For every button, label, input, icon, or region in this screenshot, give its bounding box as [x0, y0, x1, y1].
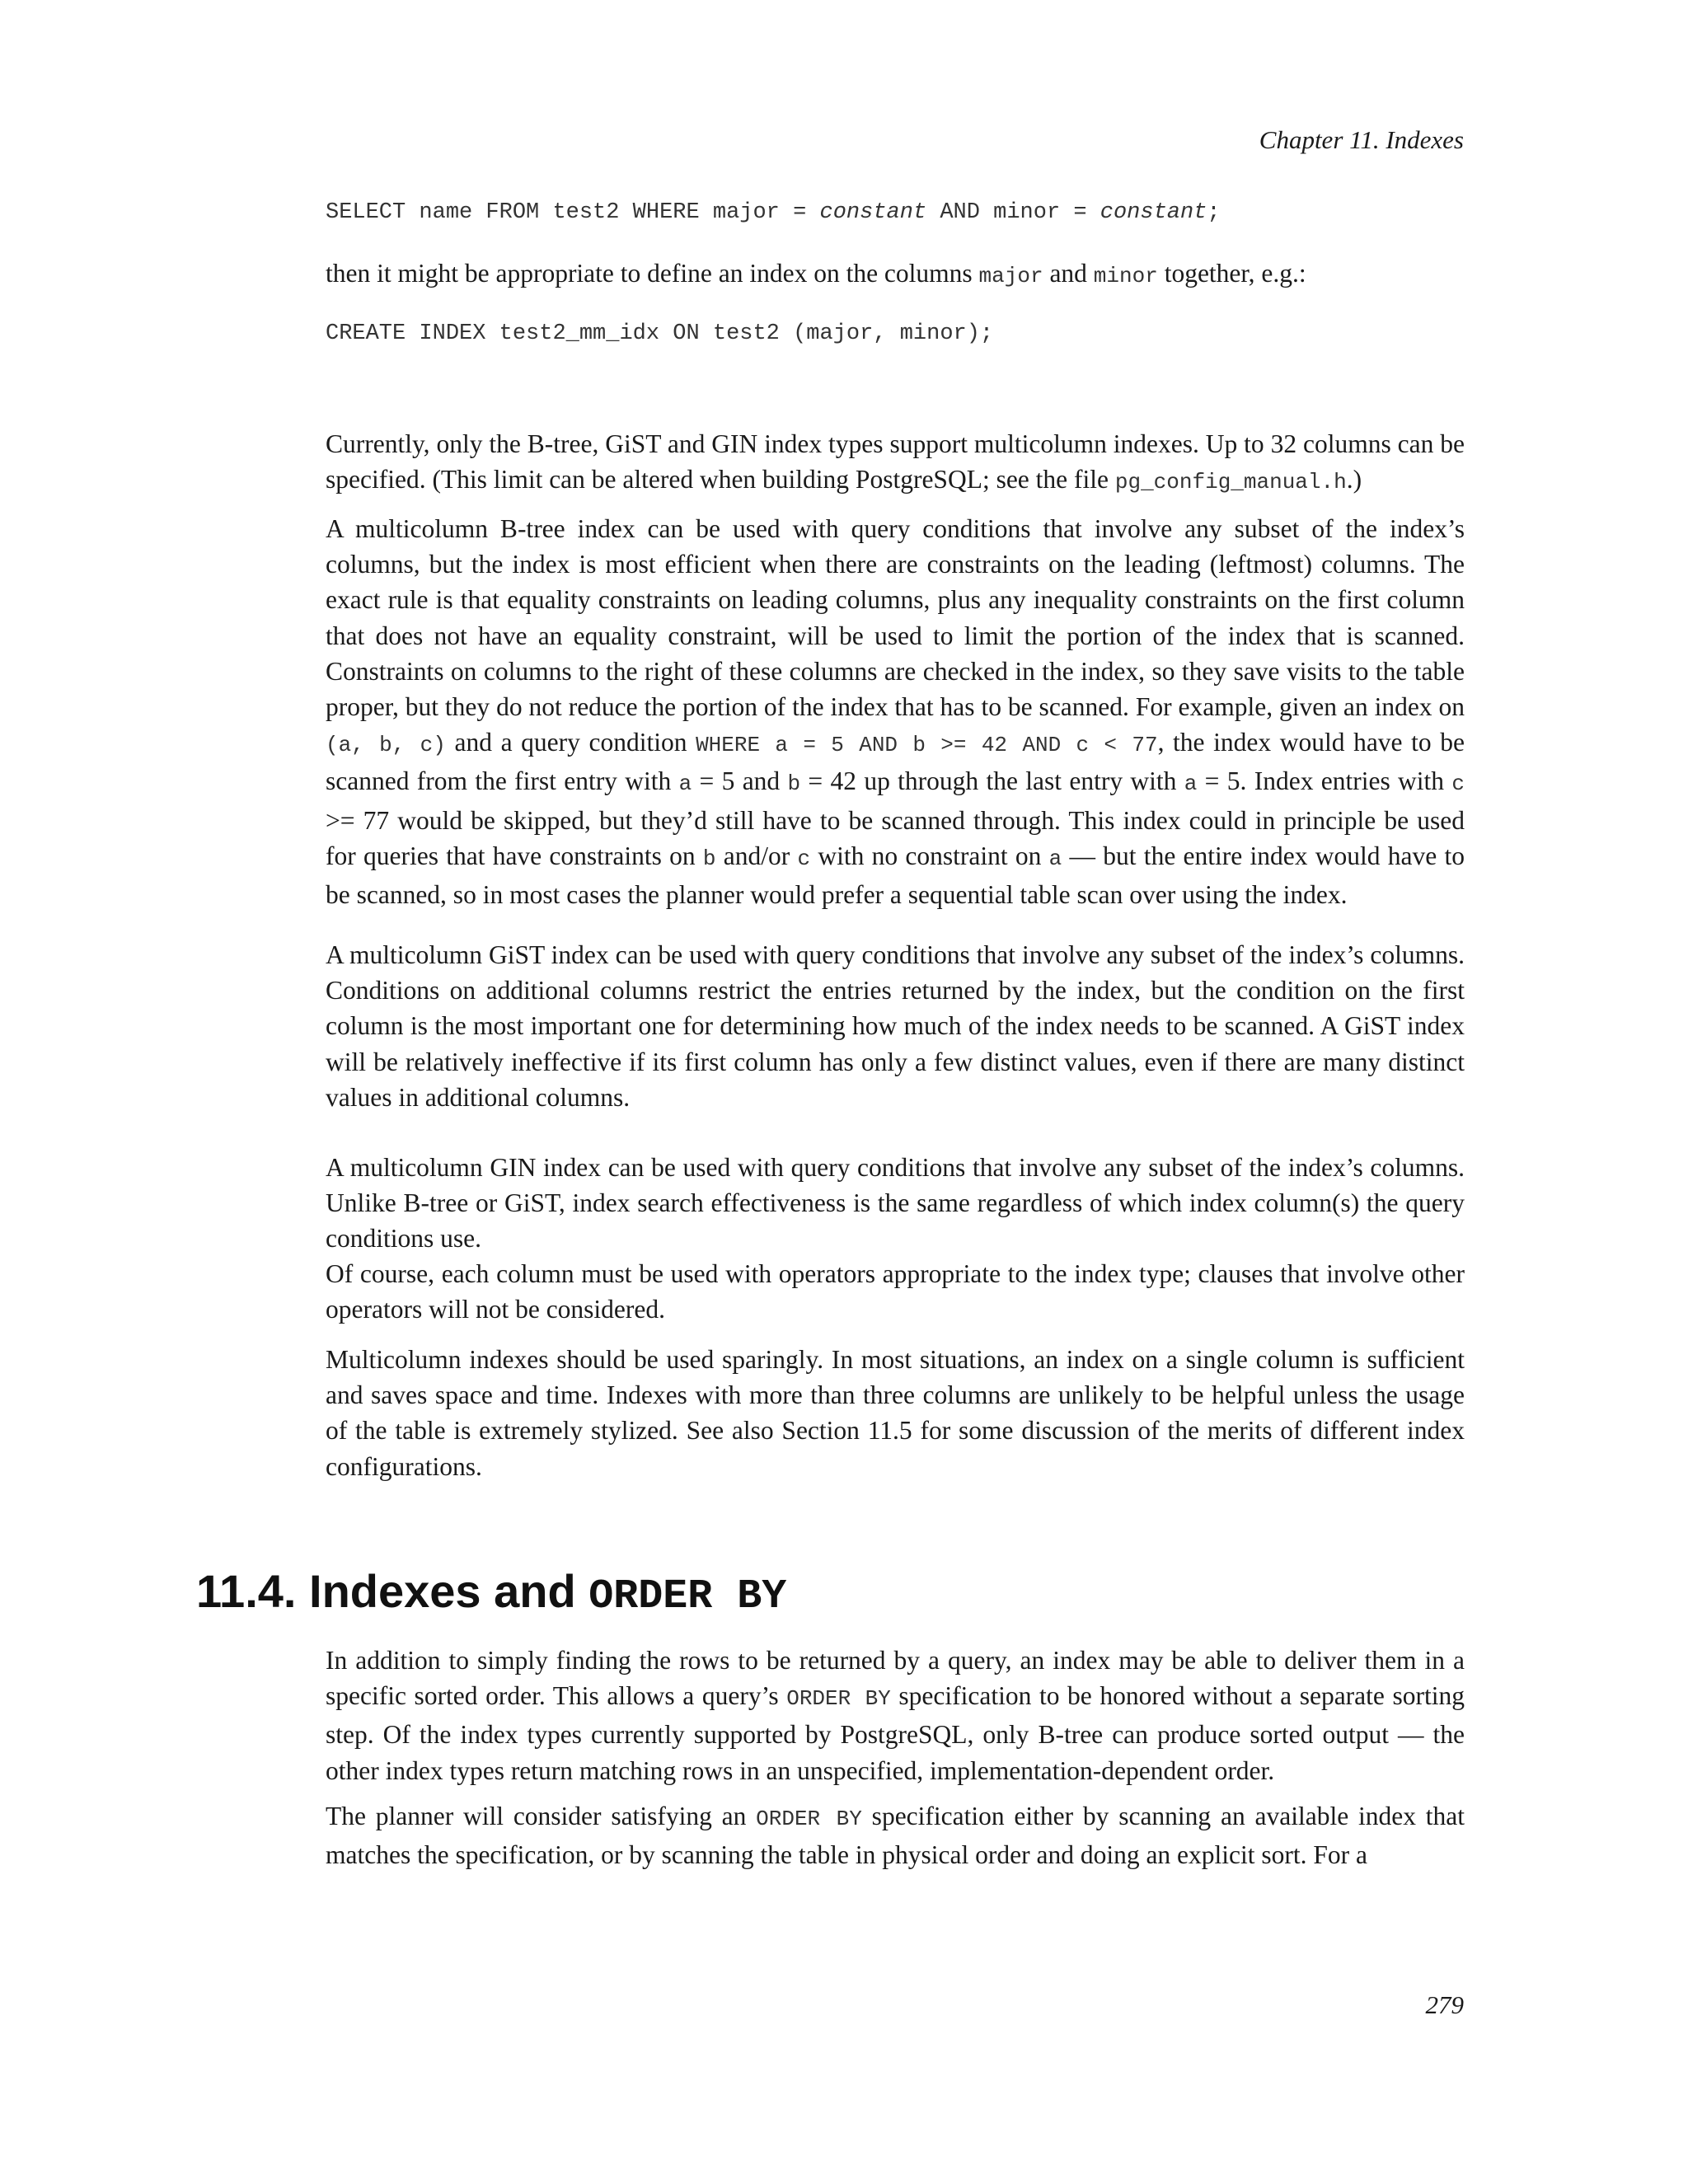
inline-code: c — [1451, 771, 1465, 797]
inline-code: major — [978, 264, 1043, 288]
paragraph-in-addition — [326, 1643, 1465, 1788]
text: with no constraint on — [810, 841, 1049, 870]
code-placeholder: constant — [1100, 200, 1207, 225]
inline-code: ORDER BY — [786, 1686, 891, 1712]
text: The planner will consider satisfying an — [326, 1802, 757, 1830]
text: — but the entire index would have to be scanned, so in most cases the planner would prefer a sequential table scan over using the index. — [326, 841, 1465, 910]
text: specification either by scanning an available index that matches the specification, or by scanning the table in physical order and doing an explicit sort. For a — [326, 1802, 1465, 1870]
inline-code: c — [797, 846, 811, 871]
inline-code: a — [1048, 846, 1062, 871]
paragraph-currently — [326, 426, 1465, 500]
text: and — [1043, 259, 1094, 288]
text: = 42 up through the last entry with — [800, 766, 1184, 796]
text: and a query condition — [445, 728, 696, 757]
inline-code: WHERE a = 5 AND b >= 42 AND c < 77 — [696, 733, 1158, 758]
paragraph-btree — [326, 511, 1465, 912]
paragraph-define-index — [326, 255, 1465, 294]
text: .) — [1346, 465, 1362, 494]
text: specification to be honored without a separate sorting step. Of the index types currently supported by PostgreSQL, only B-tree can produce sorted output — the other index types return matching rows in an unspecified, implementation-dependent order. — [326, 1681, 1465, 1785]
code-example-create-index: CREATE INDEX test2_mm_idx ON test2 (major, minor); — [326, 321, 994, 346]
inline-code: (a, b, c) — [326, 733, 446, 758]
section-heading — [196, 1564, 786, 1620]
text: = 5. Index entries with — [1197, 766, 1452, 796]
page-number: 279 — [1425, 1990, 1464, 2019]
paragraph-gist: A multicolumn GiST index can be used with query conditions that involve any subset of the index’s columns. Conditions on additional columns restrict the entries returned by the index, but the condition on the first column is the most important one for determining how much of the index needs to be scanned. A GiST index will be relatively ineffective if its first column has only a few distinct values, even if there are many distinct values in additional columns. — [326, 940, 1465, 1112]
inline-code: b — [702, 846, 716, 871]
heading-text: 11.4. Indexes and — [196, 1565, 589, 1617]
text: , the index would have to be scanned from the first entry with — [326, 728, 1465, 796]
text: together, e.g.: — [1157, 259, 1306, 288]
text: In addition to simply finding the rows to be returned by a query, an index may be able to deliver them in a specific sorted order. This allows a query’s — [326, 1646, 1465, 1711]
paragraph-sparingly: Multicolumn indexes should be used sparingly. In most situations, an index on a single column is sufficient and saves space and time. Indexes with more than three columns are unlikely to be helpful unless the usage of the table is extremely stylized. See also Section 11.5 for some discussion of the merits of different index configurations. — [326, 1345, 1465, 1481]
paragraph-gin: A multicolumn GIN index can be used with query conditions that involve any subset of the index’s columns. Unlike B-tree or GiST, index search effectiveness is the same regardless of which index column(s) the query conditions use. — [326, 1153, 1465, 1254]
code-text: AND minor = — [926, 200, 1100, 225]
text: >= 77 would be skipped, but they’d still have to be scanned through. This index could in principle be used for queries that have constraints on — [326, 805, 1465, 870]
inline-code: pg_config_manual.h — [1114, 470, 1347, 495]
inline-code: a — [678, 771, 692, 797]
heading-code: ORDER BY — [588, 1573, 787, 1620]
inline-code: minor — [1093, 264, 1158, 288]
text: Currently, only the B-tree, GiST and GIN index types support multicolumn indexes. Up to 32 columns can be specified. (This limit can be altered when building PostgreSQL; see the file — [326, 429, 1465, 494]
text: then it might be appropriate to define an index on the columns — [326, 259, 979, 288]
inline-code: ORDER BY — [756, 1807, 862, 1831]
paragraph-planner — [326, 1798, 1465, 1872]
code-text: SELECT name FROM test2 WHERE major = — [326, 200, 820, 225]
text: = 5 and — [692, 766, 788, 796]
code-text: ; — [1207, 200, 1221, 225]
running-header: Chapter 11. Indexes — [1259, 125, 1464, 154]
code-placeholder: constant — [819, 200, 927, 225]
paragraph-operators: Of course, each column must be used with operators appropriate to the index type; clauses that involve other operators will not be considered. — [326, 1259, 1465, 1324]
inline-code: a — [1184, 771, 1198, 797]
inline-code: b — [787, 771, 801, 797]
text: and/or — [715, 841, 798, 870]
code-example-select — [326, 200, 1221, 225]
text: A multicolumn B-tree index can be used with query conditions that involve any subset of the index’s columns, but the index is most efficient when there are constraints on the leading (leftmost) columns. The exact rule is that equality constraints on leading columns, plus any inequality constraints on the first column that does not have an equality constraint, will be used to limit the portion of the index that is scanned. Constraints on columns to the right of these columns are checked in the index, so they save visits to the table proper, but they do not reduce the portion of the index that has to be scanned. For example, given an index on — [326, 514, 1465, 722]
